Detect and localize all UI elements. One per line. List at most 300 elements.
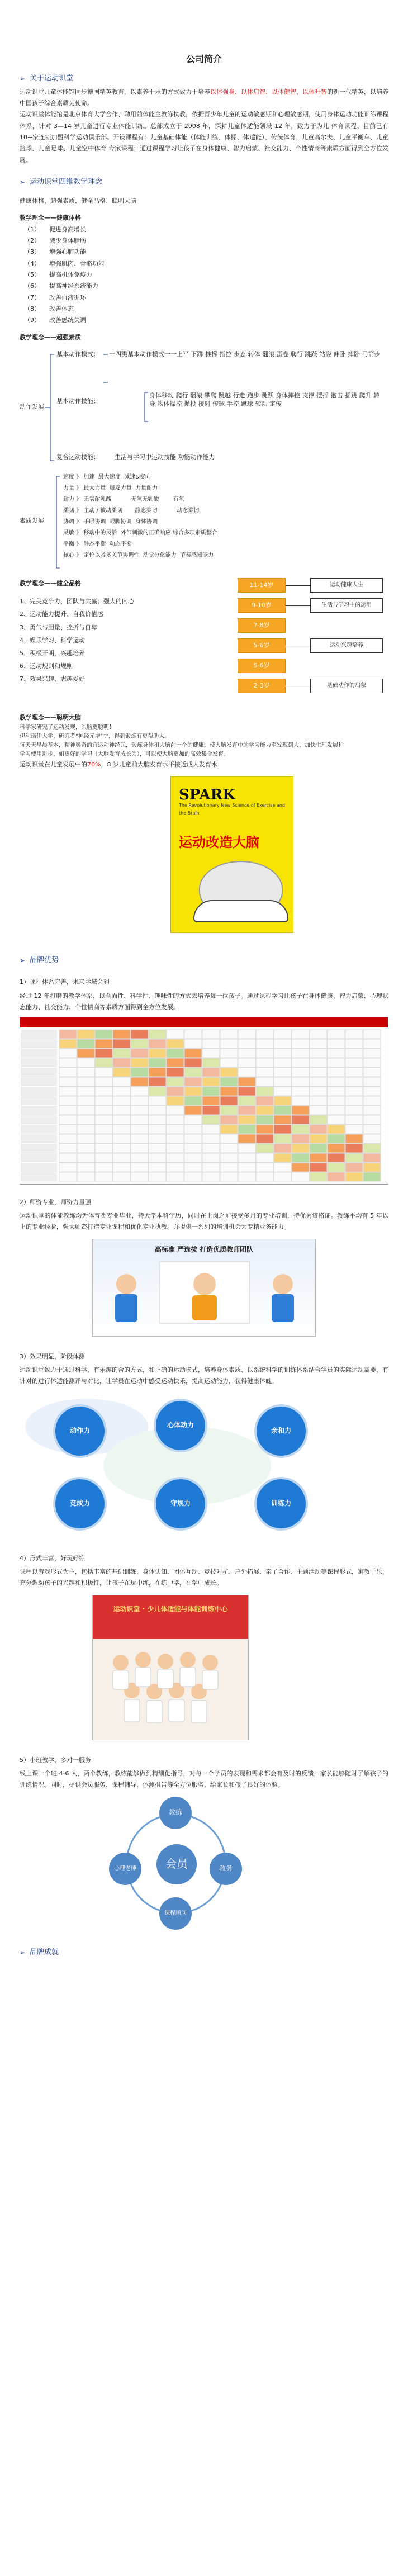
table-cell	[184, 1077, 202, 1086]
basic-skill-text: 身体移动 爬行 翻滚 攀爬 跳越 行走 跑步 跳跃 身体摔控 支撑 摆摇 抱击 摇跳 爬升 转身 物体操控 抛投 接射 传球 手控 蹴球 转动 定传	[149, 392, 379, 408]
table-cell	[292, 1068, 309, 1077]
ability-circle: 亲和力	[254, 1404, 308, 1458]
table-cell	[59, 1106, 77, 1115]
table-cell	[256, 1153, 273, 1162]
ability-circles-graphic	[20, 1393, 366, 1538]
table-cell	[256, 1087, 273, 1096]
page-title: 公司简介	[186, 54, 222, 64]
quality-row: 耐力 》 无氧耐乳酸 无氧无乳酸 有氧	[63, 496, 184, 503]
table-cell	[202, 1172, 220, 1181]
concept1-item-num: （7）	[24, 293, 40, 301]
table-cell	[59, 1058, 77, 1067]
basic-movement-text: 十四类基本动作模式一一上平 下蹲 推撑 指拉 步态 转体 翻滚 蛋卷 爬行 跳跃 站姿 伸卧 摔卧 弓箭步	[109, 351, 381, 358]
table-cell	[274, 1030, 291, 1039]
table-cell	[95, 1049, 112, 1058]
ability-circle: 心体动力	[154, 1399, 207, 1452]
age-stage-label: 运动兴趣培养	[310, 638, 383, 653]
table-cell	[310, 1125, 327, 1134]
table-cell	[363, 1049, 381, 1058]
table-cell	[113, 1134, 130, 1143]
table-cell	[184, 1068, 202, 1077]
table-cell	[184, 1125, 202, 1134]
concept1-item	[20, 235, 388, 247]
table-cell	[113, 1030, 130, 1039]
table-cell	[363, 1039, 381, 1048]
table-cell	[184, 1163, 202, 1172]
table-cell	[274, 1058, 291, 1067]
table-cell	[310, 1039, 327, 1048]
table-cell	[328, 1087, 345, 1096]
table-cell	[95, 1106, 112, 1115]
table-cell	[149, 1153, 166, 1162]
table-cell	[238, 1144, 255, 1153]
concept1-item-num: （2）	[24, 236, 40, 244]
table-cell	[95, 1115, 112, 1124]
table-cell	[328, 1106, 345, 1115]
table-cell	[363, 1115, 381, 1124]
table-cell	[363, 1172, 381, 1181]
table-cell	[363, 1153, 381, 1162]
arrow-right-icon: ➢	[20, 1948, 26, 1957]
table-cell	[77, 1106, 94, 1115]
table-cell	[292, 1163, 309, 1172]
table-cell	[345, 1030, 363, 1039]
table-cell	[310, 1134, 327, 1143]
table-cell	[95, 1163, 112, 1172]
table-cell	[149, 1030, 166, 1039]
age-stage-label: 运动健康人生	[310, 578, 383, 593]
table-cell	[310, 1087, 327, 1096]
table-cell	[184, 1087, 202, 1096]
table-cell	[167, 1058, 184, 1067]
table-cell	[292, 1096, 309, 1105]
table-cell	[77, 1039, 94, 1048]
arrow-right-icon: ➢	[20, 178, 26, 187]
table-cell	[77, 1172, 94, 1181]
table-cell	[95, 1096, 112, 1105]
table-cell	[59, 1144, 77, 1153]
table-cell	[310, 1096, 327, 1105]
book-title: SPARK	[179, 786, 235, 803]
table-cell	[77, 1115, 94, 1124]
table-row-header	[21, 1106, 57, 1115]
table-cell	[274, 1077, 291, 1086]
ability-circle: 竞成力	[53, 1477, 107, 1531]
table-cell	[113, 1077, 130, 1086]
table-cell	[238, 1125, 255, 1134]
table-cell	[292, 1115, 309, 1124]
table-cell	[238, 1039, 255, 1048]
table-cell	[59, 1077, 77, 1086]
table-cell	[184, 1115, 202, 1124]
table-cell	[202, 1106, 220, 1115]
table-cell	[328, 1039, 345, 1048]
table-cell	[328, 1058, 345, 1067]
age-stage-age: 5-6岁	[238, 638, 286, 653]
table-cell	[167, 1144, 184, 1153]
table-cell	[149, 1087, 166, 1096]
ability-circle: 训练力	[254, 1477, 308, 1531]
motor-root-label: 动作发展	[20, 403, 44, 411]
brand-s1-title: 1）课程体系完善，未来学域会翅	[20, 978, 110, 986]
table-cell	[149, 1163, 166, 1172]
teacher-figures	[93, 1239, 316, 1337]
table-cell	[131, 1087, 148, 1096]
table-cell	[95, 1087, 112, 1096]
table-cell	[113, 1058, 130, 1067]
table-cell	[274, 1125, 291, 1134]
table-cell	[59, 1163, 77, 1172]
age-stage-age: 11-14岁	[238, 578, 286, 593]
table-cell	[149, 1058, 166, 1067]
table-cell	[256, 1077, 273, 1086]
compound-skill-text: 生活与学习中运动技能 功能动作能力	[115, 453, 215, 461]
table-cell	[95, 1058, 112, 1067]
table-cell	[274, 1115, 291, 1124]
concept2-title: 教学理念——超强素质	[20, 333, 81, 341]
table-cell	[77, 1096, 94, 1105]
table-cell	[310, 1058, 327, 1067]
age-stage-age: 7-8岁	[238, 618, 286, 633]
table-cell	[274, 1049, 291, 1058]
table-cell	[238, 1134, 255, 1143]
table-cell	[149, 1115, 166, 1124]
table-cell	[274, 1163, 291, 1172]
table-cell	[95, 1134, 112, 1143]
about-paragraph-2: 运动识堂体能馆是北京体育大学合作、聘用前体能主教练执教，依据青少年儿童的运动敏感期和心理敏感期，使用身体运动功能训练课程体系，针对 3—14 岁儿童进行专业体能训练。总部成立于 2008 年，深耕儿童体适能领域 12 年，致力于为儿 体育课程、目前已有10+家连锁加盟科学运动俱乐部。开设课程有：儿童基础体能（体能训练、体操、体适能）、传统体育、儿童高尔夫、儿童平衡车、儿童篮球、儿童足球、儿童空中体育 专家课程；通过课程学习让孩子在身体健康、智力启蒙、社交能力、个性情商等素质方面得到全方位发展。	[20, 111, 388, 164]
table-cell	[113, 1049, 130, 1058]
table-cell	[238, 1087, 255, 1096]
table-cell	[363, 1030, 381, 1039]
concept1-item-text: 增强肌肉、骨骼功能	[49, 259, 105, 267]
table-cell	[184, 1153, 202, 1162]
table-cell	[345, 1058, 363, 1067]
table-cell	[345, 1163, 363, 1172]
section-philosophy-heading: ➢ 运动识堂四维教学理念	[20, 176, 388, 189]
concept1-item-text: 改善感统失调	[49, 316, 86, 324]
table-cell	[184, 1134, 202, 1143]
table-cell	[328, 1049, 345, 1058]
table-cell	[345, 1144, 363, 1153]
quality-rows	[63, 472, 217, 561]
table-cell	[220, 1030, 238, 1039]
kids-photo-banner: 运动识堂 · 少儿体适能与体能训练中心	[113, 1604, 228, 1613]
table-cell	[113, 1163, 130, 1172]
table-row-header	[21, 1058, 57, 1067]
table-cell	[167, 1134, 184, 1143]
age-stage-connector	[286, 585, 310, 586]
concept1-item-text: 改善体态	[49, 305, 74, 312]
quality-row: 灵敏 》 移动中的灵活 外部刺激的正确响应 综合多项素质整合	[63, 530, 217, 537]
table-cell	[59, 1125, 77, 1134]
table-cell	[256, 1068, 273, 1077]
concept1-item-num: （5）	[24, 271, 40, 278]
table-cell	[220, 1096, 238, 1105]
table-cell	[256, 1125, 273, 1134]
table-cell	[310, 1163, 327, 1172]
section-brand-heading: ➢ 品牌优势	[20, 954, 388, 967]
concept1-item	[20, 224, 388, 235]
table-cell	[202, 1144, 220, 1153]
concept1-item	[20, 247, 388, 258]
table-cell	[274, 1134, 291, 1143]
table-cell	[363, 1087, 381, 1096]
table-cell	[328, 1068, 345, 1077]
brand-s2-title: 2）师资专业，师资力量强	[20, 1198, 91, 1206]
table-cell	[238, 1030, 255, 1039]
concept3-item: 4、娱乐学习、科学运动	[20, 636, 85, 644]
table-cell	[113, 1125, 130, 1134]
table-cell	[131, 1106, 148, 1115]
table-cell	[167, 1077, 184, 1086]
table-cell	[184, 1049, 202, 1058]
table-cell	[131, 1115, 148, 1124]
table-cell	[238, 1077, 255, 1086]
table-cell	[292, 1087, 309, 1096]
age-stage-age: 5-6岁	[238, 659, 286, 673]
table-cell	[95, 1153, 112, 1162]
concept1-item	[20, 304, 388, 315]
book-cn-title: 运动改造大脑	[179, 834, 259, 850]
basic-skill-label: 基本动作技能：	[56, 397, 99, 405]
table-cell	[220, 1077, 238, 1086]
ability-circle: 动作力	[53, 1404, 107, 1458]
table-cell	[202, 1068, 220, 1077]
table-row-header	[21, 1077, 57, 1086]
table-cell	[220, 1115, 238, 1124]
arrow-right-icon: ➢	[20, 74, 26, 83]
table-cell	[274, 1144, 291, 1153]
concept3-item: 6、运动规则和规则	[20, 662, 73, 670]
age-stage-chart	[238, 578, 388, 707]
table-cell	[167, 1115, 184, 1124]
table-row-header	[21, 1115, 57, 1124]
table-cell	[345, 1039, 363, 1048]
table-cell	[202, 1125, 220, 1134]
table-cell	[292, 1125, 309, 1134]
table-cell	[131, 1039, 148, 1048]
concept3-block	[20, 578, 388, 707]
table-cell	[256, 1030, 273, 1039]
brand-s5-text: 线上课一个班 4-6 人，两个教练，教练能够做到精细化指导，对每一个学员的表现和需求都会有及时的反馈，家长能够随时了解孩子的训练情况。同时，提供会员服务、课程辅导、体测报告等全方位服务，给家长和孩子良好的体验。	[20, 1769, 388, 1789]
concept1-item-text: 提高机体免疫力	[49, 271, 92, 278]
table-cell	[167, 1153, 184, 1162]
table-cell	[328, 1125, 345, 1134]
age-stage-connector	[286, 605, 310, 606]
node-course-advisor: 课程顾问	[159, 1897, 192, 1930]
kids-photo	[92, 1595, 249, 1740]
table-cell	[292, 1039, 309, 1048]
table-cell	[220, 1087, 238, 1096]
section-achievements-heading: ➢ 品牌成就	[20, 1947, 388, 1959]
table-cell	[202, 1134, 220, 1143]
table-cell	[363, 1144, 381, 1153]
curriculum-table-image	[20, 1017, 388, 1185]
table-cell	[310, 1106, 327, 1115]
table-cell	[149, 1077, 166, 1086]
arrow-right-icon: ➢	[20, 956, 26, 964]
brand-s2-text: 运动识堂的体能教练均为体育类专业毕业，持大学本科学历，同时在上岗之前接受多月的专业培训，持优秀资格证。教练平均有 5 年以上的专业经验，强大师资打造专业课程和优化专业执教。并提供一系列的培训机会为专精业务能力。	[20, 1211, 388, 1231]
concept3-text	[20, 578, 232, 707]
concept3-item: 5、积极开朗，兴趣培养	[20, 649, 85, 657]
concept1-item-text: 改善血液循环	[49, 293, 86, 301]
table-cell	[238, 1068, 255, 1077]
table-cell	[238, 1153, 255, 1162]
table-cell	[238, 1106, 255, 1115]
age-stage-label: 生活与学习中的运用	[310, 598, 383, 613]
table-cell	[131, 1030, 148, 1039]
table-cell	[131, 1125, 148, 1134]
table-cell	[238, 1049, 255, 1058]
motor-development-diagram	[20, 343, 388, 472]
section-about-heading: ➢ 关于运动识堂	[20, 73, 388, 86]
table-cell	[77, 1068, 94, 1077]
table-cell	[113, 1096, 130, 1105]
table-cell	[59, 1030, 77, 1039]
table-cell	[95, 1039, 112, 1048]
table-cell	[149, 1125, 166, 1134]
table-cell	[345, 1172, 363, 1181]
table-cell	[167, 1096, 184, 1105]
concept1-item-num: （3）	[24, 248, 40, 256]
table-cell	[184, 1096, 202, 1105]
table-cell	[202, 1030, 220, 1039]
table-cell	[220, 1153, 238, 1162]
table-cell	[345, 1134, 363, 1143]
table-cell	[310, 1030, 327, 1039]
table-row-header	[21, 1030, 57, 1039]
table-cell	[328, 1153, 345, 1162]
table-cell	[238, 1163, 255, 1172]
concept1-item-text: 提高神经系统能力	[49, 282, 98, 290]
table-cell	[345, 1115, 363, 1124]
table-cell	[131, 1096, 148, 1105]
table-cell	[310, 1153, 327, 1162]
table-cell	[274, 1153, 291, 1162]
table-cell	[310, 1068, 327, 1077]
concept3-title: 教学理念——健全品格	[20, 580, 81, 588]
age-stage-age: 2-3岁	[238, 679, 286, 693]
concept1-title: 教学理念——健康体格	[20, 214, 81, 222]
table-cell	[167, 1039, 184, 1048]
table-cell	[220, 1134, 238, 1143]
table-cell	[77, 1077, 94, 1086]
table-cell	[202, 1096, 220, 1105]
node-psychologist: 心理老师	[109, 1853, 141, 1885]
table-cell	[59, 1153, 77, 1162]
table-row-header	[21, 1172, 57, 1181]
table-cell	[184, 1172, 202, 1181]
table-cell	[184, 1058, 202, 1067]
table-cell	[328, 1134, 345, 1143]
table-cell	[149, 1134, 166, 1143]
book-subtitle: The Revolutionary New Science of Exercise and the Brain	[179, 802, 285, 816]
table-cell	[292, 1144, 309, 1153]
concept4-line: 每天天早晨基本，精神奥奇的宜运动神经元，锻炼身体和大脑前一个的健康，使大脑发育中的学习能力至发现到大，加快生理发展和	[20, 742, 344, 749]
table-cell	[256, 1163, 273, 1172]
table-cell	[95, 1068, 112, 1077]
table-cell	[59, 1115, 77, 1124]
table-cell	[292, 1058, 309, 1067]
table-cell	[131, 1134, 148, 1143]
table-cell	[59, 1087, 77, 1096]
table-row-header	[21, 1153, 57, 1162]
table-row-header	[21, 1039, 57, 1048]
concept4-line: 学习使用进步，如更好的学习（大脑发育成长为），可以使大脑更加的高效集合发育。	[20, 751, 229, 758]
table-cell	[220, 1125, 238, 1134]
table-cell	[310, 1172, 327, 1181]
table-cell	[292, 1030, 309, 1039]
table-cell	[59, 1049, 77, 1058]
table-cell	[274, 1106, 291, 1115]
quality-row: 速度 》 加速 最大速度 减速&变向	[63, 474, 151, 481]
table-cell	[131, 1058, 148, 1067]
table-cell	[274, 1039, 291, 1048]
table-cell	[149, 1172, 166, 1181]
table-cell	[95, 1030, 112, 1039]
table-cell	[77, 1125, 94, 1134]
teacher-banner-text: 高标准 严选拔 打造优质教师团队	[154, 1245, 254, 1253]
kids-figures	[93, 1595, 249, 1740]
table-cell	[149, 1068, 166, 1077]
table-cell	[220, 1039, 238, 1048]
table-cell	[363, 1134, 381, 1143]
table-cell	[77, 1134, 94, 1143]
concept1-item-num: （6）	[24, 282, 40, 290]
table-cell	[310, 1144, 327, 1153]
sneaker-illustration	[193, 900, 288, 922]
table-cell	[345, 1096, 363, 1105]
table-cell	[328, 1030, 345, 1039]
table-row-header	[21, 1144, 57, 1153]
table-cell	[131, 1049, 148, 1058]
concept1-item	[20, 281, 388, 292]
member-center: 会员	[156, 1844, 197, 1884]
brand-s5-title: 5）小班教学，多对一服务	[20, 1756, 91, 1764]
table-cell	[77, 1049, 94, 1058]
table-cell	[167, 1172, 184, 1181]
table-cell	[184, 1144, 202, 1153]
table-cell	[149, 1049, 166, 1058]
table-cell	[149, 1144, 166, 1153]
table-cell	[184, 1030, 202, 1039]
table-cell	[345, 1153, 363, 1162]
table-cell	[328, 1115, 345, 1124]
table-cell	[274, 1096, 291, 1105]
age-stage-label: 基础动作的启蒙	[310, 679, 383, 693]
table-cell	[131, 1144, 148, 1153]
concept1-item-num: （1）	[24, 225, 40, 233]
table-cell	[149, 1106, 166, 1115]
table-cell	[220, 1049, 238, 1058]
table-cell	[363, 1106, 381, 1115]
about-paragraph-1: 运动识堂儿童体能馆同步德国精英教育，以素养于乐的方式致力于培养以体强身、以体启智、以体健智、以体升智的新一代精英，以培养中国孩子综合素质为使命。	[20, 88, 388, 107]
concept1-list	[20, 224, 388, 326]
table-cell	[113, 1068, 130, 1077]
table-cell	[95, 1172, 112, 1181]
table-cell	[238, 1115, 255, 1124]
table-cell	[202, 1153, 220, 1162]
table-cell	[131, 1172, 148, 1181]
table-cell	[292, 1049, 309, 1058]
ability-circle: 守规力	[154, 1477, 207, 1531]
teacher-team-image	[92, 1239, 316, 1337]
concept1-item-num: （9）	[24, 316, 40, 324]
table-cell	[59, 1134, 77, 1143]
table-cell	[256, 1172, 273, 1181]
table-cell	[59, 1172, 77, 1181]
concept1-item-text: 促进身高增长	[49, 225, 86, 233]
